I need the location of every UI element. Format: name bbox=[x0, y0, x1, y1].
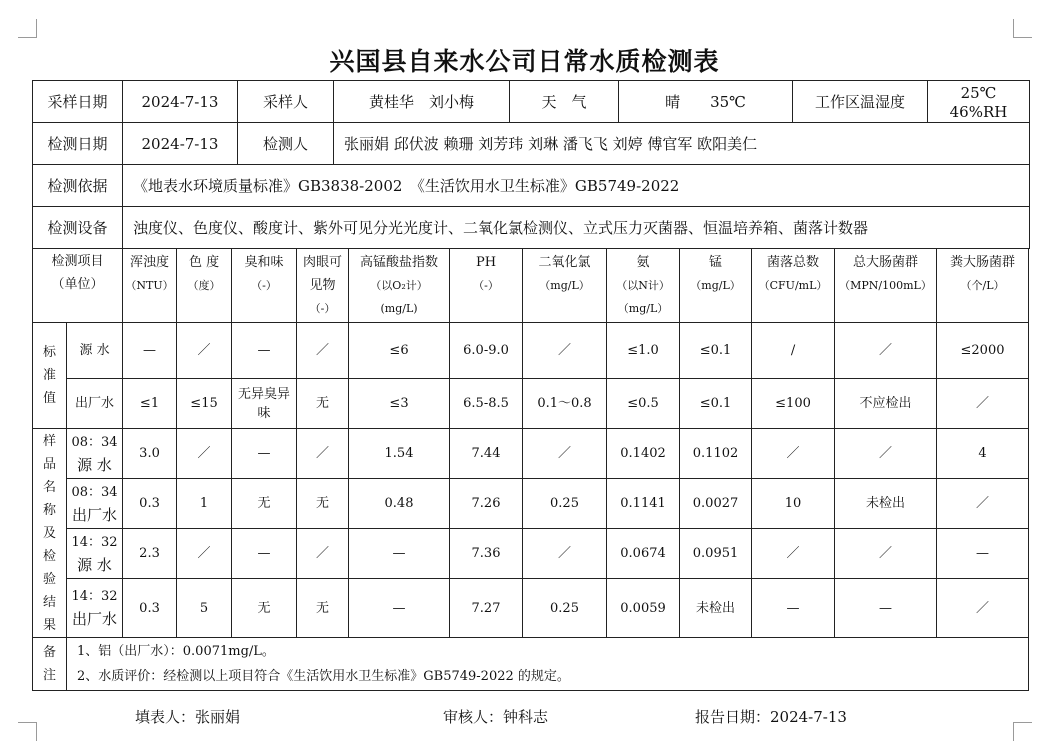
header-col-unit: （个/L） bbox=[960, 279, 1005, 292]
sample-row bbox=[33, 479, 1029, 529]
test-date-value: 2024-7-13 bbox=[123, 123, 238, 165]
header-col-unit: （度） bbox=[187, 279, 221, 292]
header-col-10 bbox=[835, 249, 937, 323]
sample-time: 08：34 bbox=[71, 484, 118, 500]
header-col-5 bbox=[450, 249, 523, 323]
weather-label: 天 气 bbox=[510, 81, 619, 123]
sample-value: ／ bbox=[177, 529, 232, 579]
tester-label: 检测人 bbox=[238, 123, 334, 165]
sampler-value: 黄桂华 刘小梅 bbox=[334, 81, 510, 123]
sample-row bbox=[33, 579, 1029, 638]
sample-value: 2.3 bbox=[123, 529, 177, 579]
sample-label-char: 检 bbox=[42, 548, 56, 564]
sample-value: 1 bbox=[177, 479, 232, 529]
header-col-name: 高锰酸盐指数 bbox=[360, 255, 439, 270]
header-col-6 bbox=[523, 249, 607, 323]
sample-value: 5 bbox=[177, 579, 232, 638]
header-col-8 bbox=[680, 249, 752, 323]
note-line-1: 1、铝（出厂水）：0.0071mg/L。 bbox=[77, 644, 275, 659]
header-col-unit: （mg/L） bbox=[539, 279, 590, 292]
basis-value: 《地表水环境质量标准》GB3838-2002 《生活饮用水卫生标准》GB5749-2022 bbox=[123, 165, 1030, 207]
header-col-name: 氨 bbox=[636, 255, 650, 270]
standard-value: — bbox=[123, 323, 177, 379]
sample-type: 出厂水 bbox=[72, 610, 118, 628]
standard-row bbox=[33, 323, 1029, 379]
sample-value: — bbox=[349, 529, 450, 579]
info-table bbox=[32, 80, 1030, 249]
header-col-name: 浑浊度 bbox=[130, 255, 170, 270]
standard-value: — bbox=[232, 323, 297, 379]
sample-value: 0.0059 bbox=[607, 579, 680, 638]
weather-value: 晴 35℃ bbox=[619, 81, 793, 123]
sample-value: ／ bbox=[297, 529, 349, 579]
sample-time-type bbox=[67, 479, 123, 529]
info-row-sampling bbox=[33, 81, 1030, 123]
sample-value: ／ bbox=[937, 479, 1029, 529]
sample-value: 7.27 bbox=[450, 579, 523, 638]
sample-value: ／ bbox=[835, 429, 937, 479]
header-col-4 bbox=[349, 249, 450, 323]
standard-value: 0.1～0.8 bbox=[523, 379, 607, 429]
sample-time: 08：34 bbox=[71, 434, 118, 450]
sample-time-type bbox=[67, 579, 123, 638]
header-col-name: 肉眼可 bbox=[303, 255, 343, 270]
header-col-unit: （mg/L） bbox=[617, 302, 669, 315]
standard-label-char: 准 bbox=[42, 368, 56, 383]
sample-label-char: 及 bbox=[42, 525, 56, 541]
standard-value: ／ bbox=[177, 323, 232, 379]
sample-label-char: 品 bbox=[42, 456, 56, 472]
header-col-unit: （-） bbox=[309, 302, 336, 315]
header-col-name2: （以O₂计） bbox=[370, 279, 428, 292]
equipment-label: 检测设备 bbox=[33, 207, 123, 249]
sample-value: — bbox=[937, 529, 1029, 579]
standard-value: 无异臭异味 bbox=[232, 379, 297, 429]
header-col-3 bbox=[297, 249, 349, 323]
header-col-name2: （以N计） bbox=[616, 279, 670, 292]
item-header-name: 检测项目 bbox=[51, 254, 104, 269]
sample-row bbox=[33, 429, 1029, 479]
standard-value: ≤1 bbox=[123, 379, 177, 429]
standard-value: ≤15 bbox=[177, 379, 232, 429]
item-header-unit: （单位） bbox=[51, 277, 104, 292]
standard-value: ≤100 bbox=[752, 379, 835, 429]
header-col-name2: 见物 bbox=[309, 278, 336, 293]
notes-label-char: 注 bbox=[42, 668, 56, 683]
sample-value: 0.3 bbox=[123, 479, 177, 529]
reviewer-signature: 审核人：钟科志 bbox=[443, 708, 549, 726]
standard-label-char: 标 bbox=[42, 345, 56, 360]
sample-time-type bbox=[67, 529, 123, 579]
sample-value: ／ bbox=[752, 529, 835, 579]
env-label: 工作区温湿度 bbox=[793, 81, 928, 123]
header-col-9 bbox=[752, 249, 835, 323]
header-col-1 bbox=[177, 249, 232, 323]
sample-value: ／ bbox=[523, 429, 607, 479]
sample-value: 0.0951 bbox=[680, 529, 752, 579]
standard-value: 无 bbox=[297, 379, 349, 429]
crop-mark-top-left bbox=[18, 19, 37, 38]
sample-value: 无 bbox=[232, 579, 297, 638]
standard-value: ／ bbox=[835, 323, 937, 379]
standard-value: / bbox=[752, 323, 835, 379]
standard-value: ／ bbox=[297, 323, 349, 379]
standard-value: ≤0.1 bbox=[680, 323, 752, 379]
sample-time: 14：32 bbox=[71, 534, 118, 550]
standard-row-type: 出厂水 bbox=[67, 379, 123, 429]
header-col-name: PH bbox=[475, 255, 497, 270]
crop-mark-top-right bbox=[1013, 19, 1032, 38]
sample-value: 0.0674 bbox=[607, 529, 680, 579]
note-line-2: 2、水质评价：经检测以上项目符合《生活饮用水卫生标准》GB5749-2022 的规定。 bbox=[77, 669, 570, 684]
header-col-name: 二氧化氯 bbox=[538, 255, 591, 270]
header-col-name: 臭和味 bbox=[244, 255, 284, 270]
sample-type: 出厂水 bbox=[72, 505, 118, 524]
sample-row bbox=[33, 529, 1029, 579]
equipment-value: 浊度仪、色度仪、酸度计、紫外可见分光光度计、二氧化氯检测仪、立式压力灭菌器、恒温培养箱、菌落计数器 bbox=[123, 207, 1030, 249]
crop-mark-bottom-left bbox=[18, 722, 37, 741]
test-date-label: 检测日期 bbox=[33, 123, 123, 165]
sample-value: ／ bbox=[177, 429, 232, 479]
header-col-unit: （CFU/mL） bbox=[758, 279, 828, 292]
sample-time: 14：32 bbox=[71, 589, 118, 604]
standard-value: ≤6 bbox=[349, 323, 450, 379]
standard-row bbox=[33, 379, 1029, 429]
standard-value: ≤1.0 bbox=[607, 323, 680, 379]
sample-label-char: 结 bbox=[42, 594, 56, 610]
sample-label bbox=[33, 429, 67, 638]
standard-label-char: 值 bbox=[42, 391, 56, 406]
sample-value: 无 bbox=[297, 579, 349, 638]
standard-value: ≤3 bbox=[349, 379, 450, 429]
standard-value: ／ bbox=[523, 323, 607, 379]
sample-value: — bbox=[752, 579, 835, 638]
header-col-unit: （NTU） bbox=[125, 279, 174, 292]
sample-value: 无 bbox=[297, 479, 349, 529]
header-col-name: 色 度 bbox=[188, 255, 220, 270]
sample-value: 0.1402 bbox=[607, 429, 680, 479]
header-col-unit: (mg/L) bbox=[380, 302, 418, 315]
sample-value: 1.54 bbox=[349, 429, 450, 479]
sample-type: 源 水 bbox=[77, 555, 112, 574]
standard-value: ≤0.5 bbox=[607, 379, 680, 429]
env-value: 25℃ 46%RH bbox=[928, 81, 1030, 123]
header-col-unit: （MPN/100mL） bbox=[839, 279, 932, 292]
sample-value: 10 bbox=[752, 479, 835, 529]
sample-value: 0.0027 bbox=[680, 479, 752, 529]
sample-value: 未检出 bbox=[680, 579, 752, 638]
sample-label-char: 称 bbox=[42, 502, 56, 518]
sample-label-char: 样 bbox=[42, 433, 56, 449]
document-title: 兴国县自来水公司日常水质检测表 bbox=[329, 47, 720, 76]
header-col-0 bbox=[123, 249, 177, 323]
tester-value: 张丽娟 邱伏波 赖珊 刘芳玮 刘琳 潘飞飞 刘婷 傅官军 欧阳美仁 bbox=[334, 123, 1030, 165]
sample-value: 0.48 bbox=[349, 479, 450, 529]
sample-value: 0.3 bbox=[123, 579, 177, 638]
standard-value: ／ bbox=[937, 379, 1029, 429]
standard-value: ≤0.1 bbox=[680, 379, 752, 429]
standard-value: ≤2000 bbox=[937, 323, 1029, 379]
standard-value: 不应检出 bbox=[835, 379, 937, 429]
standard-value: 6.0-9.0 bbox=[450, 323, 523, 379]
item-header bbox=[33, 249, 123, 323]
sample-value: ／ bbox=[523, 529, 607, 579]
basis-label: 检测依据 bbox=[33, 165, 123, 207]
header-col-name: 粪大肠菌群 bbox=[950, 255, 1016, 270]
info-row-basis bbox=[33, 165, 1030, 207]
header-col-unit: （-） bbox=[251, 279, 277, 292]
notes-row bbox=[33, 638, 1029, 691]
header-col-7 bbox=[607, 249, 680, 323]
header-col-name: 锰 bbox=[709, 255, 723, 270]
report-date: 报告日期：2024-7-13 bbox=[695, 708, 847, 726]
sample-value: 4 bbox=[937, 429, 1029, 479]
header-col-name: 菌落总数 bbox=[767, 255, 820, 270]
notes-label bbox=[33, 638, 67, 691]
info-row-testing bbox=[33, 123, 1030, 165]
sample-value: — bbox=[232, 429, 297, 479]
sample-date-label: 采样日期 bbox=[33, 81, 123, 123]
sample-value: 0.1141 bbox=[607, 479, 680, 529]
sample-value: 7.26 bbox=[450, 479, 523, 529]
sample-value: 7.44 bbox=[450, 429, 523, 479]
sample-value: 无 bbox=[232, 479, 297, 529]
sample-type: 源 水 bbox=[77, 455, 112, 474]
sample-time-type bbox=[67, 429, 123, 479]
sample-label-char: 名 bbox=[42, 479, 56, 495]
sample-value: 3.0 bbox=[123, 429, 177, 479]
sample-value: 7.36 bbox=[450, 529, 523, 579]
sample-value: ／ bbox=[752, 429, 835, 479]
sample-value: 0.1102 bbox=[680, 429, 752, 479]
filler-signature: 填表人：张丽娟 bbox=[135, 708, 241, 726]
sample-value: 未检出 bbox=[835, 479, 937, 529]
results-table bbox=[32, 248, 1029, 691]
notes-label-char: 备 bbox=[42, 645, 56, 660]
standard-row-type: 源 水 bbox=[67, 323, 123, 379]
header-col-11 bbox=[937, 249, 1029, 323]
sample-value: — bbox=[349, 579, 450, 638]
sample-value: 0.25 bbox=[523, 579, 607, 638]
header-col-unit: （mg/L） bbox=[690, 279, 741, 292]
sample-value: ／ bbox=[297, 429, 349, 479]
header-col-name: 总大肠菌群 bbox=[853, 255, 919, 270]
header-row bbox=[33, 249, 1029, 323]
standard-label bbox=[33, 323, 67, 429]
sample-value: ／ bbox=[835, 529, 937, 579]
sample-label-char: 验 bbox=[42, 571, 56, 587]
header-col-2 bbox=[232, 249, 297, 323]
sample-value: — bbox=[835, 579, 937, 638]
sample-date-value: 2024-7-13 bbox=[123, 81, 238, 123]
sample-label-char: 果 bbox=[42, 617, 56, 633]
standard-value: 6.5-8.5 bbox=[450, 379, 523, 429]
sample-value: — bbox=[232, 529, 297, 579]
info-row-equipment bbox=[33, 207, 1030, 249]
crop-mark-bottom-right bbox=[1013, 722, 1032, 741]
sample-value: 0.25 bbox=[523, 479, 607, 529]
header-col-unit: （-） bbox=[473, 279, 499, 292]
sample-value: ／ bbox=[937, 579, 1029, 638]
notes-content bbox=[67, 638, 1029, 691]
sampler-label: 采样人 bbox=[238, 81, 334, 123]
